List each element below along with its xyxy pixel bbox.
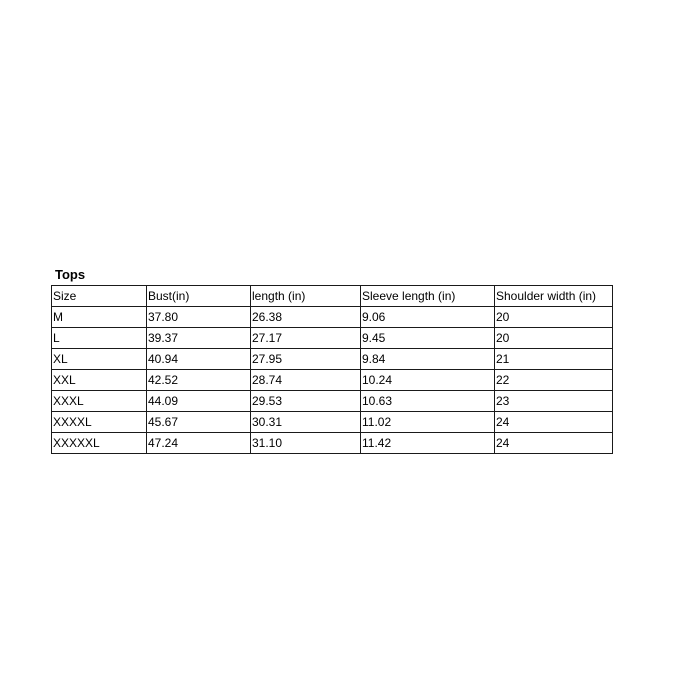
header-shoulder-width: Shoulder width (in) [495,286,613,307]
cell-size: XXL [52,370,147,391]
table-row [52,370,613,391]
cell-bust: 39.37 [147,328,251,349]
table-row [52,391,613,412]
cell-sleeve-length: 10.63 [361,391,495,412]
cell-shoulder-width: 24 [495,433,613,454]
cell-length: 27.17 [251,328,361,349]
cell-shoulder-width: 20 [495,328,613,349]
cell-shoulder-width: 23 [495,391,613,412]
header-sleeve-length: Sleeve length (in) [361,286,495,307]
cell-bust: 44.09 [147,391,251,412]
header-size: Size [52,286,147,307]
cell-sleeve-length: 9.45 [361,328,495,349]
cell-shoulder-width: 22 [495,370,613,391]
table-header-row [52,286,613,307]
table-row [52,328,613,349]
cell-bust: 40.94 [147,349,251,370]
cell-sleeve-length: 10.24 [361,370,495,391]
cell-size: M [52,307,147,328]
cell-length: 31.10 [251,433,361,454]
cell-bust: 37.80 [147,307,251,328]
table-row [52,349,613,370]
cell-bust: 42.52 [147,370,251,391]
cell-length: 28.74 [251,370,361,391]
cell-sleeve-length: 11.02 [361,412,495,433]
cell-shoulder-width: 21 [495,349,613,370]
cell-sleeve-length: 9.06 [361,307,495,328]
table-row [52,433,613,454]
cell-size: XXXXL [52,412,147,433]
cell-sleeve-length: 9.84 [361,349,495,370]
cell-size: L [52,328,147,349]
table-title: Tops [55,267,86,282]
cell-shoulder-width: 20 [495,307,613,328]
cell-shoulder-width: 24 [495,412,613,433]
cell-size: XL [52,349,147,370]
header-bust: Bust(in) [147,286,251,307]
cell-length: 26.38 [251,307,361,328]
cell-bust: 45.67 [147,412,251,433]
cell-length: 27.95 [251,349,361,370]
table-row [52,412,613,433]
cell-sleeve-length: 11.42 [361,433,495,454]
cell-size: XXXXXL [52,433,147,454]
header-length: length (in) [251,286,361,307]
cell-length: 30.31 [251,412,361,433]
size-chart-table [51,285,613,454]
cell-bust: 47.24 [147,433,251,454]
cell-size: XXXL [52,391,147,412]
table-row [52,307,613,328]
cell-length: 29.53 [251,391,361,412]
